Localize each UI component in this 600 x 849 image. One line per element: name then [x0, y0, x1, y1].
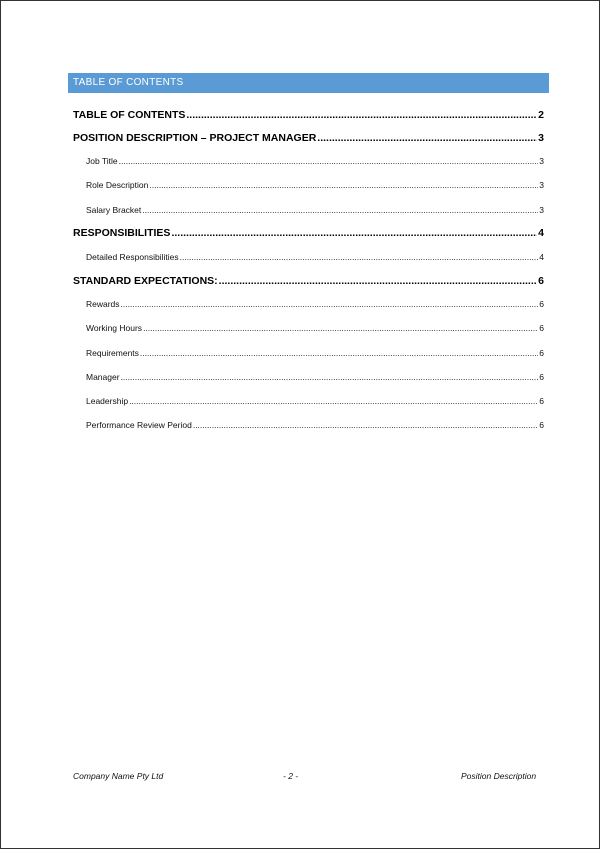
toc-entry-label: TABLE OF CONTENTS: [73, 109, 186, 121]
toc-entry-job-title[interactable]: [86, 156, 544, 166]
toc-leader-dots: [121, 372, 539, 382]
toc-heading-banner: [68, 73, 549, 93]
toc-entry-label: Leadership: [86, 396, 129, 406]
toc-entry-label: STANDARD EXPECTATIONS:: [73, 275, 218, 287]
toc-entry-page: 6: [539, 299, 544, 309]
toc-entry-page: 3: [539, 205, 544, 215]
toc-leader-dots: [149, 180, 538, 190]
toc-entry-page: 6: [539, 396, 544, 406]
toc-entry-page: 3: [538, 132, 544, 144]
toc-entry-label: Requirements: [86, 348, 139, 358]
toc-entry-page: 6: [538, 275, 544, 287]
footer-company-name: Company Name Pty Ltd: [73, 771, 164, 781]
toc-entry-page: 4: [538, 227, 544, 239]
toc-entry-label: Salary Bracket: [86, 205, 142, 215]
toc-entry-label: Performance Review Period: [86, 420, 192, 430]
toc-entry-label: Job Title: [86, 156, 118, 166]
toc-entry-salary-bracket[interactable]: [86, 205, 544, 215]
toc-leader-dots: [119, 156, 539, 166]
footer-page-number: - 2 -: [283, 771, 299, 781]
toc-entry-requirements[interactable]: [86, 348, 544, 358]
toc-leader-dots: [317, 132, 537, 144]
toc-entry-label: Detailed Responsibilities: [86, 252, 179, 262]
toc-leader-dots: [129, 396, 538, 406]
toc-leader-dots: [180, 252, 539, 262]
toc-entry-working-hours[interactable]: [86, 323, 544, 333]
toc-heading-text: TABLE OF CONTENTS: [73, 77, 184, 88]
toc-entry-page: 3: [539, 156, 544, 166]
toc-entry-rewards[interactable]: [86, 299, 544, 309]
toc-leader-dots: [186, 109, 537, 121]
toc-entry-manager[interactable]: [86, 372, 544, 382]
toc-entry-label: RESPONSIBILITIES: [73, 227, 171, 239]
toc-leader-dots: [121, 299, 539, 309]
footer-document-title: Position Description: [461, 771, 537, 781]
toc-entry-label: POSITION DESCRIPTION – PROJECT MANAGER: [73, 132, 317, 144]
toc-entry-responsibilities[interactable]: [73, 227, 544, 239]
toc-entry-page: 2: [538, 109, 544, 121]
toc-leader-dots: [140, 348, 538, 358]
toc-entry-leadership[interactable]: [86, 396, 544, 406]
toc-entry-page: 6: [539, 348, 544, 358]
toc-entry-role-description[interactable]: [86, 180, 544, 190]
toc-entry-performance-review-period[interactable]: [86, 420, 544, 430]
toc-leader-dots: [193, 420, 538, 430]
toc-entry-label: Working Hours: [86, 323, 143, 333]
toc-entry-label: Manager: [86, 372, 120, 382]
toc-entry-standard-expectations[interactable]: [73, 275, 544, 287]
toc-leader-dots: [171, 227, 537, 239]
toc-entry-label: Rewards: [86, 299, 120, 309]
toc-entry-position-description[interactable]: [73, 132, 544, 144]
toc-entry-table-of-contents[interactable]: [73, 109, 544, 121]
toc-entry-page: 6: [539, 372, 544, 382]
toc-entry-page: 6: [539, 420, 544, 430]
toc-entry-page: 6: [539, 323, 544, 333]
toc-leader-dots: [142, 205, 538, 215]
toc-entry-label: Role Description: [86, 180, 149, 190]
toc-entry-page: 3: [539, 180, 544, 190]
toc-entry-detailed-responsibilities[interactable]: [86, 252, 544, 262]
toc-leader-dots: [143, 323, 538, 333]
toc-entry-page: 4: [539, 252, 544, 262]
toc-leader-dots: [219, 275, 537, 287]
